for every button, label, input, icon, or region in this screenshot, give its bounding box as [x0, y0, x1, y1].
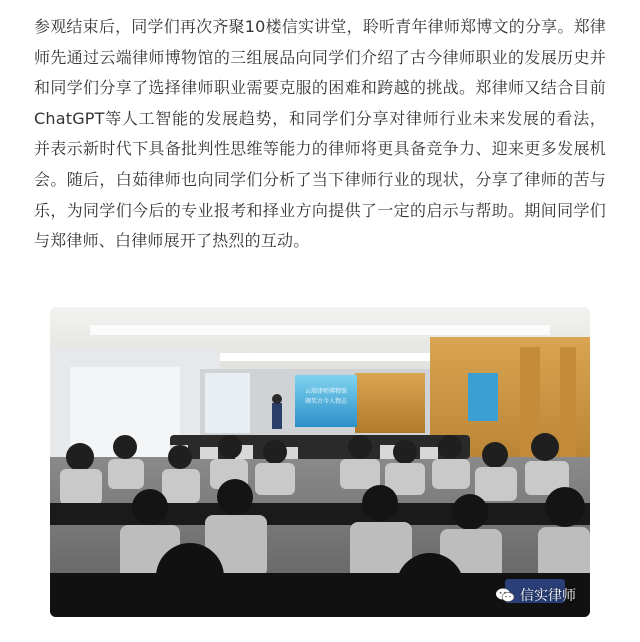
- screen-title: 云端律师博物馆: [304, 388, 348, 395]
- event-photo: [50, 307, 590, 617]
- screen-subtitle: 颁奖古今人物志: [304, 398, 348, 405]
- article-paragraph: 参观结束后，同学们再次齐聚10楼信实讲堂，聆听青年律师郑博文的分享。郑律师先通过云端律师博物馆的三组展品向同学们介绍了古今律师职业的发展历史并和同学们分享了选择律师职业需要克服的困难和跨越的挑战。郑律师又结合目前ChatGPT等人工智能的发展趋势，和同学们分享对律师行业未来发展的看法，并表示新时代下具备批判性思维等能力的律师将更具备竞争力、迎来更多发展机会。随后，白茹律师也向同学们分析了当下律师行业的现状，分享了律师的苦与乐，为同学们今后的专业报考和择业方向提供了一定的启示与帮助。期间同学们与郑律师、白律师展开了热烈的互动。: [34, 17, 606, 251]
- wechat-icon: [495, 587, 515, 603]
- watermark-text: 信实律师: [520, 588, 576, 604]
- watermark: [495, 585, 576, 605]
